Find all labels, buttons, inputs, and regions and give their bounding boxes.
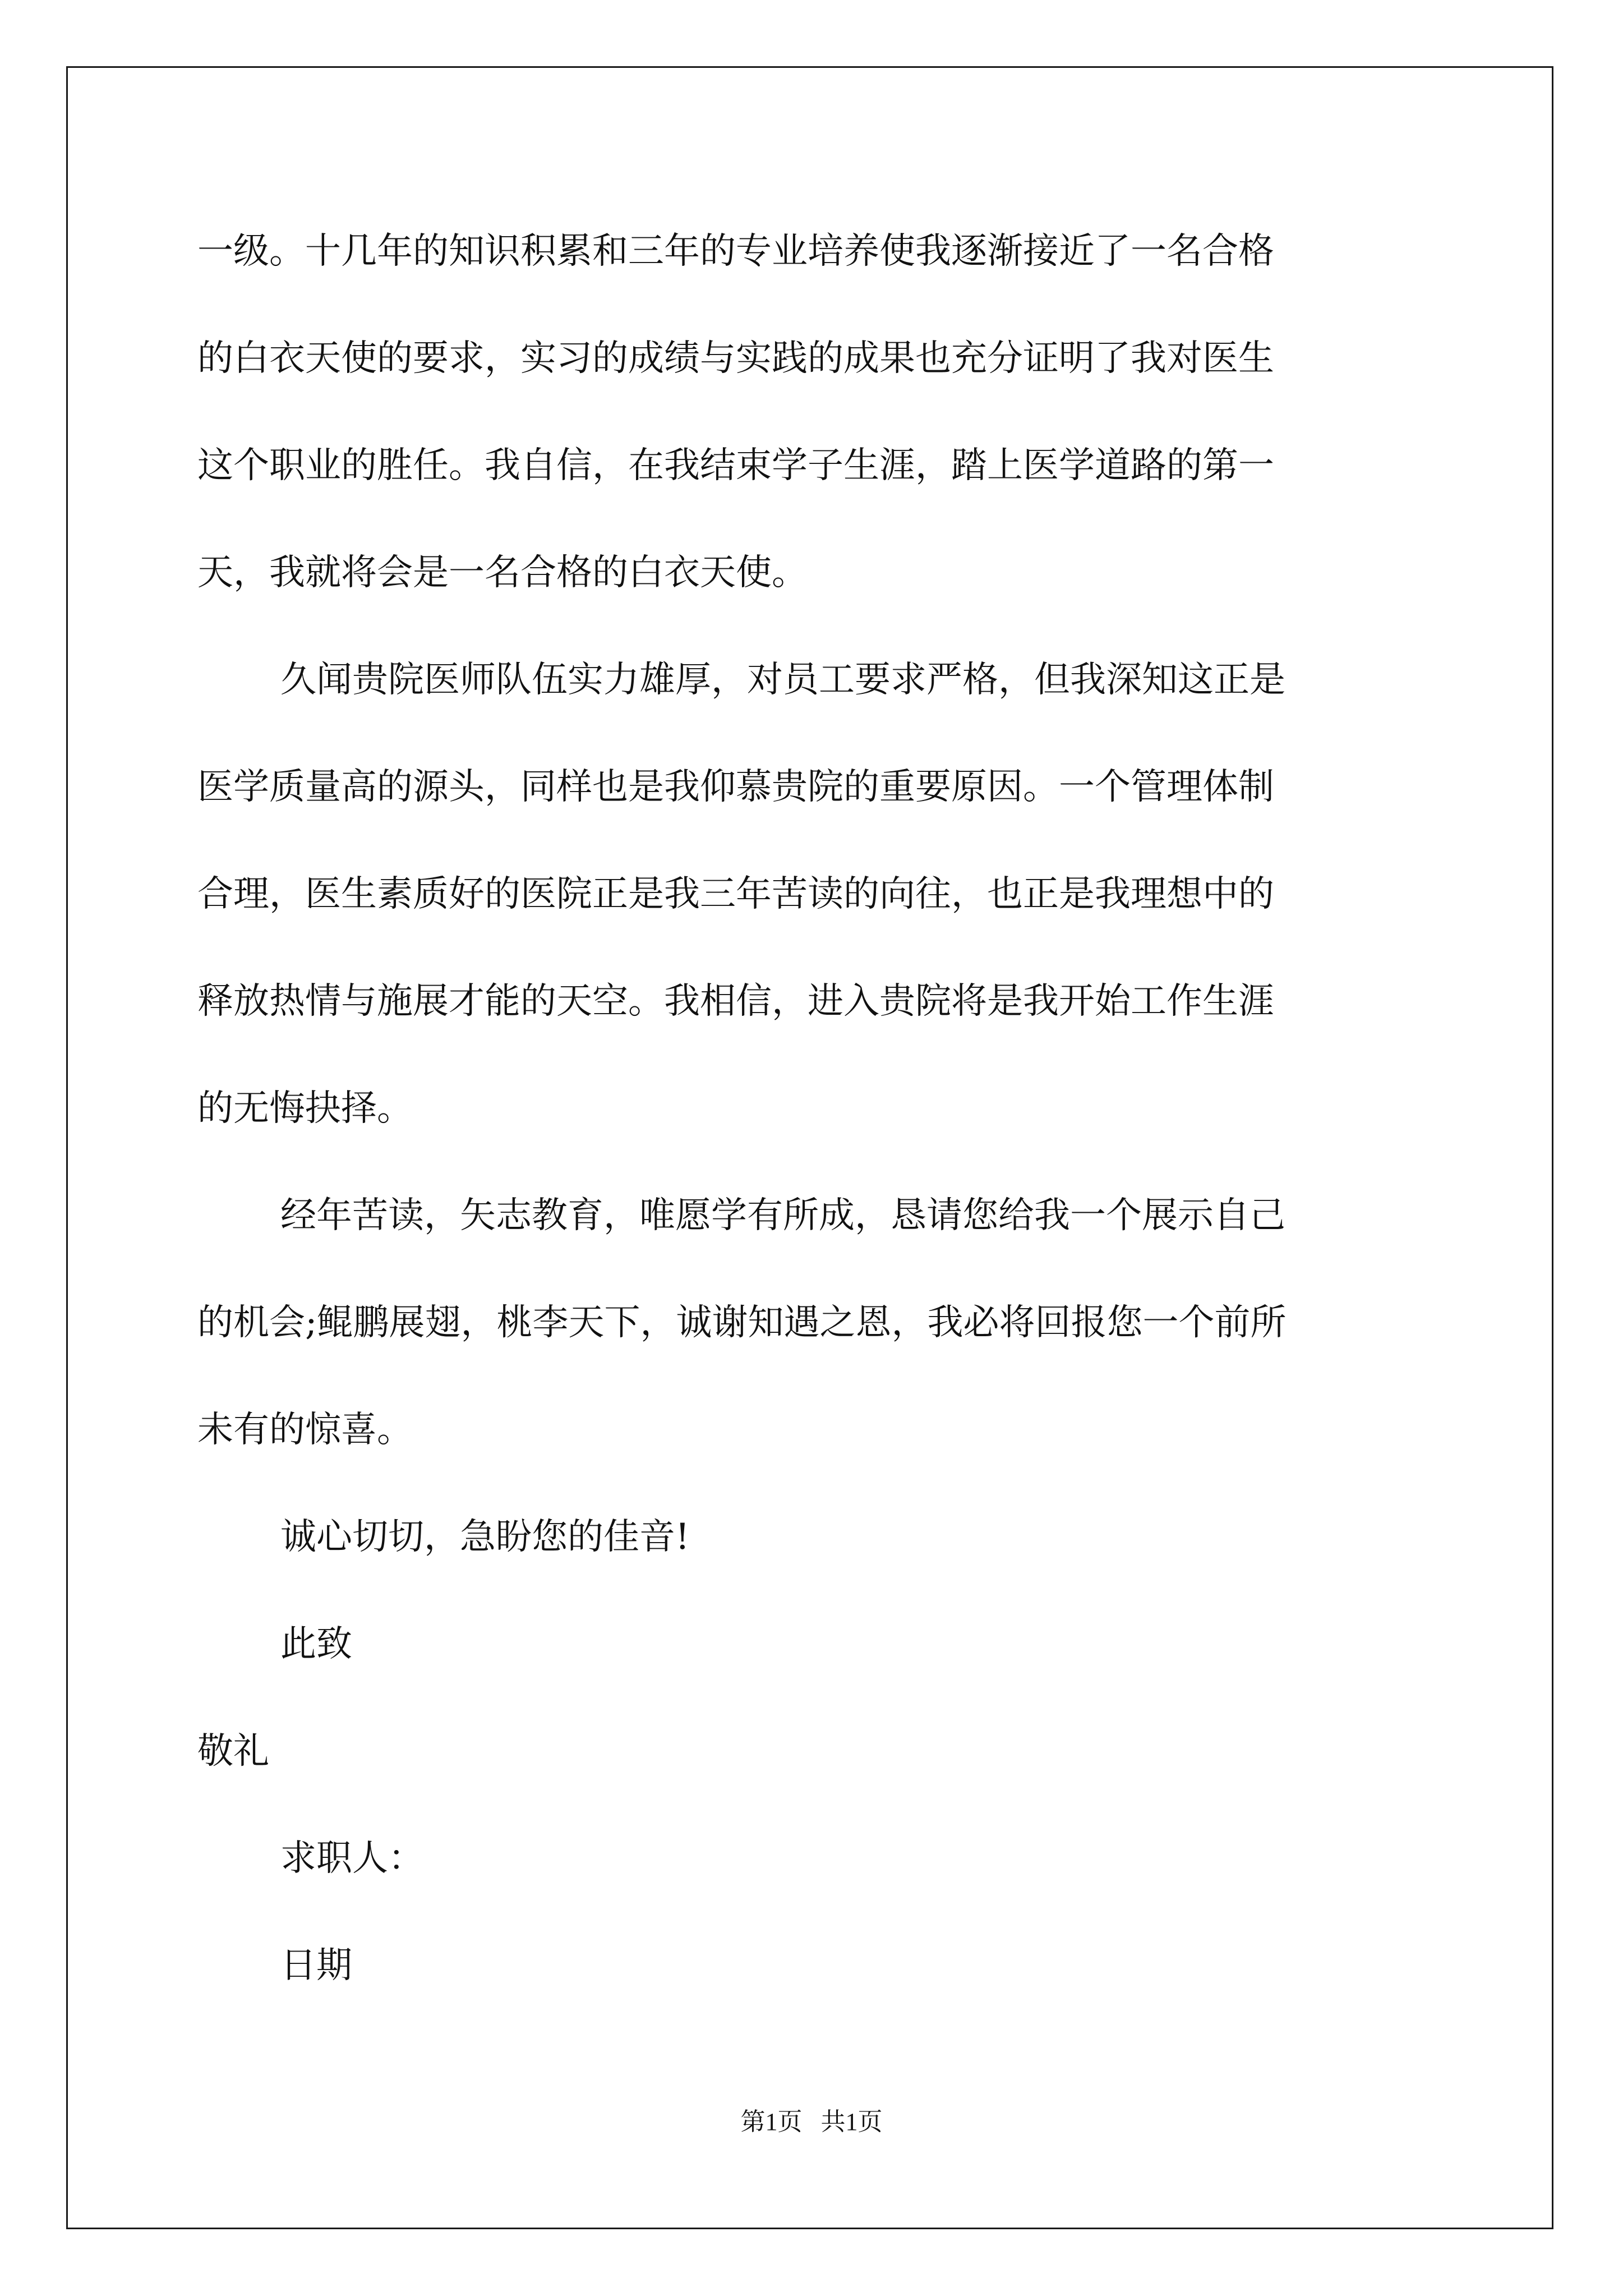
closing-line: 诚心切切，急盼您的佳音! <box>280 1516 690 1558</box>
paragraph-1-line-2: 的白衣天使的要求，实习的成绩与实践的成果也充分证明了我对医生 <box>197 338 1274 379</box>
paragraph-1-line-4: 天，我就将会是一名合格的白衣天使。 <box>197 552 808 593</box>
paragraph-1-line-3: 这个职业的胜任。我自信，在我结束学子生涯，踏上医学道路的第一 <box>197 445 1274 486</box>
paragraph-2-line-2: 医学质量高的源头，同样也是我仰慕贵院的重要原因。一个管理体制 <box>197 766 1274 808</box>
applicant-label: 求职人： <box>280 1838 424 1879</box>
paragraph-2-line-1: 久闻贵院医师队伍实力雄厚，对员工要求严格，但我深知这正是 <box>280 659 1285 701</box>
page-footer: 第1页 共1页 <box>740 2108 883 2136</box>
paragraph-3-line-1: 经年苦读，矢志教育，唯愿学有所成，恳请您给我一个展示自己 <box>280 1195 1285 1236</box>
date-label: 日期 <box>280 1945 352 1986</box>
paragraph-3-line-3: 未有的惊喜。 <box>197 1409 413 1451</box>
page-border <box>66 66 1553 2229</box>
paragraph-1-line-1: 一级。十几年的知识积累和三年的专业培养使我逐渐接近了一名合格 <box>197 231 1274 272</box>
salutation-ci-zhi: 此致 <box>280 1623 352 1665</box>
paragraph-2-line-4: 释放热情与施展才能的天空。我相信，进入贵院将是我开始工作生涯 <box>197 981 1274 1022</box>
paragraph-2-line-5: 的无悔抉择。 <box>197 1088 413 1129</box>
salutation-jing-li: 敬礼 <box>197 1731 269 1772</box>
paragraph-3-line-2: 的机会;鲲鹏展翅，桃李天下，诚谢知遇之恩，我必将回报您一个前所 <box>197 1302 1287 1343</box>
paragraph-2-line-3: 合理，医生素质好的医院正是我三年苦读的向往，也正是我理想中的 <box>197 873 1274 915</box>
